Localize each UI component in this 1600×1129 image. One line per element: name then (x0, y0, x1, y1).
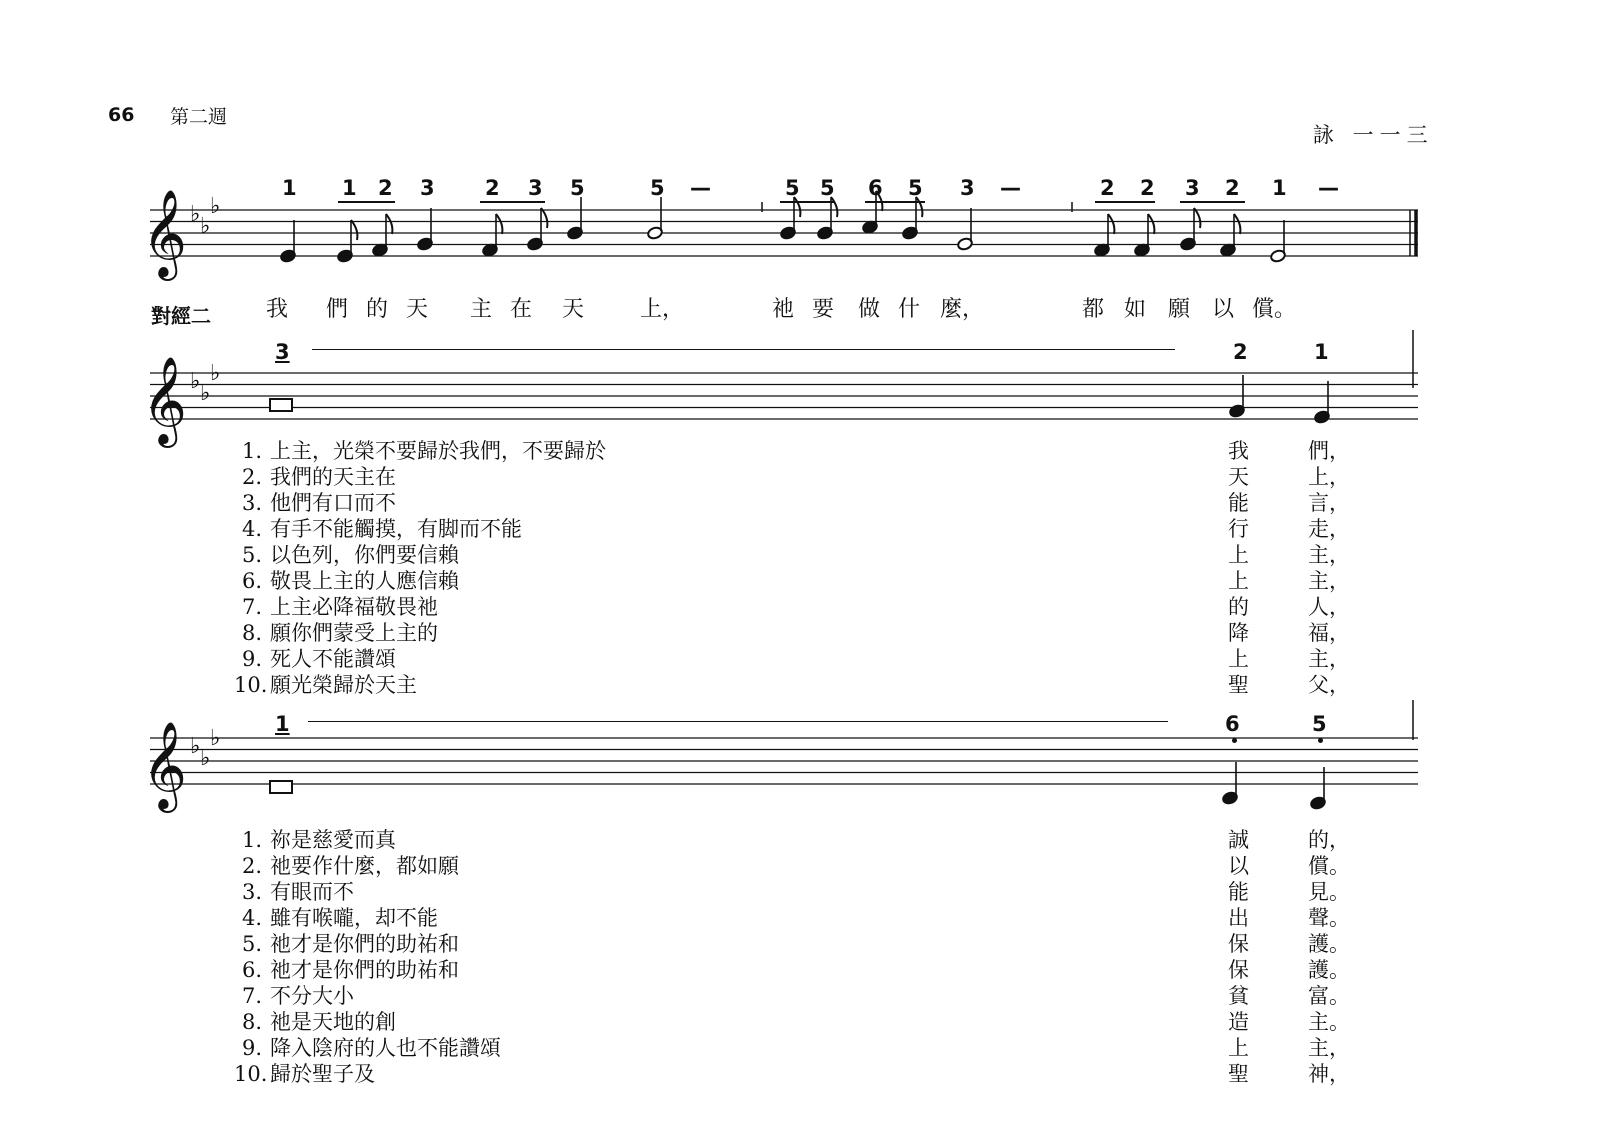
notation-number: 1 (1272, 176, 1287, 200)
verse-line (234, 516, 1600, 542)
note-flag (351, 220, 357, 240)
verse-line (234, 568, 1600, 594)
verse-line (234, 879, 1600, 905)
lyric-syllable: 上， (640, 297, 685, 322)
beam-underline (1180, 201, 1245, 203)
notation-number: 3 (420, 176, 435, 200)
verse-text: 上主，光榮不要歸於我們，不要歸於 (270, 439, 606, 463)
lyric-syllable: 以 (1212, 297, 1235, 322)
verse-block-second-half (234, 827, 1600, 1087)
verse-cadence-syllable-1: 能 (1228, 880, 1249, 904)
treble-clef-icon-2: 𝄞 (142, 355, 187, 444)
verse-line (234, 490, 1600, 516)
lyric-syllable: 我 (266, 297, 289, 322)
verse-text: 祂才是你們的助祐和 (270, 932, 459, 956)
notation-number: 2 (1140, 176, 1155, 200)
verse-block-first-half (234, 438, 1600, 698)
verse-number: 3. (241, 880, 262, 904)
beam-underline (1095, 201, 1155, 203)
verse-cadence-syllable-1: 天 (1228, 465, 1249, 489)
verse-cadence-syllable-1: 貧 (1228, 984, 1249, 1008)
verse-text: 願光榮歸於天主 (270, 673, 417, 697)
notation-number: — (1318, 176, 1339, 200)
verse-text: 有手不能觸摸，有脚而不能 (270, 517, 522, 541)
verse-line (234, 672, 1600, 698)
note-flag (794, 197, 800, 217)
note-flag (916, 197, 922, 217)
verse-text: 他們有口而不 (270, 491, 396, 515)
note-flag (1234, 214, 1240, 234)
page-number: 66 (108, 104, 135, 126)
verse-cadence-syllable-1: 以 (1228, 854, 1249, 878)
verse-cadence-syllable-2: 主。 (1308, 1010, 1350, 1034)
lyric-syllable: 天 (562, 297, 585, 322)
verse-cadence-syllable-1: 上 (1228, 543, 1249, 567)
notation-number: — (1000, 176, 1021, 200)
verse-number: 5. (241, 543, 262, 567)
beam-underline (338, 201, 395, 203)
verse-number: 7. (241, 984, 262, 1008)
verse-cadence-syllable-2: 見。 (1308, 880, 1350, 904)
verse-cadence-syllable-2: 富。 (1308, 984, 1350, 1008)
notation-number: 3 (960, 176, 975, 200)
notation-number: 6 (868, 176, 883, 200)
verse-line (234, 542, 1600, 568)
verse-line (234, 1009, 1600, 1035)
verse-cadence-syllable-1: 聖 (1228, 1062, 1249, 1086)
verse-number: 7. (241, 595, 262, 619)
treble-clef-icon-3: 𝄞 (142, 720, 187, 809)
verse-cadence-syllable-2: 言， (1308, 491, 1350, 515)
verse-line (234, 983, 1600, 1009)
notation-number: 5 (650, 176, 665, 200)
beam-underline (865, 201, 925, 203)
verse-cadence-syllable-1: 聖 (1228, 673, 1249, 697)
verse-cadence-syllable-1: 保 (1228, 932, 1249, 956)
lyric-syllable: 要 (812, 297, 835, 322)
verse-line (234, 646, 1600, 672)
tone-line1-cadence-2: 1 (1314, 340, 1329, 364)
verse-cadence-syllable-2: 上， (1308, 465, 1350, 489)
verse-cadence-syllable-1: 誠 (1228, 828, 1249, 852)
verse-number: 8. (241, 1010, 262, 1034)
verse-text: 不分大小 (270, 984, 354, 1008)
verse-cadence-syllable-1: 能 (1228, 491, 1249, 515)
verse-cadence-syllable-1: 的 (1228, 595, 1249, 619)
verse-cadence-syllable-1: 造 (1228, 1010, 1249, 1034)
verse-number: 4. (241, 906, 262, 930)
lyric-syllable: 如 (1124, 297, 1147, 322)
verse-cadence-syllable-2: 償。 (1308, 854, 1350, 878)
verse-line (234, 827, 1600, 853)
verse-cadence-syllable-2: 福， (1308, 621, 1350, 645)
note-flag (541, 208, 547, 228)
low-octave-dot (1232, 738, 1237, 743)
notation-number: 3 (1185, 176, 1200, 200)
verse-cadence-syllable-2: 主， (1308, 647, 1350, 671)
verse-cadence-syllable-2: 護。 (1308, 932, 1350, 956)
beam-underline (480, 201, 545, 203)
tone-line2-cadence-1: 6 (1225, 712, 1240, 736)
verse-text: 以色列，你們要信賴 (270, 543, 459, 567)
notation-number: 2 (1100, 176, 1115, 200)
verse-text: 祢是慈愛而真 (270, 828, 396, 852)
verse-line (234, 620, 1600, 646)
notation-number: 2 (485, 176, 500, 200)
note-flag (496, 214, 502, 234)
verse-number: 4. (241, 517, 262, 541)
notation-number: 2 (378, 176, 393, 200)
verse-text: 歸於聖子及 (270, 1062, 375, 1086)
lyric-syllable: 什 (898, 297, 921, 322)
note-flag (831, 197, 837, 217)
verse-cadence-syllable-1: 上 (1228, 569, 1249, 593)
verse-cadence-syllable-2: 們， (1308, 439, 1350, 463)
verse-text: 上主必降福敬畏祂 (270, 595, 438, 619)
verse-line (234, 853, 1600, 879)
note-flag (1148, 214, 1154, 234)
flat-icon: ♭ (190, 369, 201, 394)
verse-cadence-syllable-2: 主， (1308, 543, 1350, 567)
verse-line (234, 957, 1600, 983)
verse-number: 5. (241, 932, 262, 956)
psalm-reference: 詠 一一三 (1313, 123, 1434, 147)
verse-line (234, 438, 1600, 464)
flat-icon: ♭ (190, 734, 201, 759)
antiphon-label: 對經二 (151, 304, 211, 328)
verse-text: 願你們蒙受上主的 (270, 621, 438, 645)
verse-cadence-syllable-1: 上 (1228, 1036, 1249, 1060)
lyric-syllable: 都 (1082, 297, 1105, 322)
verse-cadence-syllable-1: 行 (1228, 517, 1249, 541)
breve-note (270, 781, 292, 793)
beam-underline (780, 201, 835, 203)
verse-text: 祂要作什麼，都如願 (270, 854, 459, 878)
verse-number: 1. (241, 439, 262, 463)
verse-cadence-syllable-2: 聲。 (1308, 906, 1350, 930)
notation-number: 2 (1225, 176, 1240, 200)
verse-cadence-syllable-2: 父， (1308, 673, 1350, 697)
verse-number: 10. (234, 1062, 268, 1086)
verse-cadence-syllable-2: 神， (1308, 1062, 1350, 1086)
lyric-syllable: 願 (1168, 297, 1191, 322)
verse-number: 9. (241, 647, 262, 671)
note-flag (386, 214, 392, 234)
verse-number: 2. (241, 854, 262, 878)
verse-line (234, 464, 1600, 490)
lyric-syllable: 麼， (940, 297, 985, 322)
verse-number: 6. (241, 958, 262, 982)
verse-cadence-syllable-1: 上 (1228, 647, 1249, 671)
lyric-syllable: 做 (858, 297, 881, 322)
verse-line (234, 1061, 1600, 1087)
note-flag (1108, 214, 1114, 234)
verse-number: 3. (241, 491, 262, 515)
treble-clef-icon-1: 𝄞 (142, 188, 187, 277)
flat-icon: ♭ (200, 746, 211, 771)
reciting-line (312, 349, 1175, 350)
tone-line2-cadence-2: 5 (1312, 712, 1327, 736)
flat-icon: ♭ (200, 381, 211, 406)
verse-text: 有眼而不 (270, 880, 354, 904)
verse-line (234, 905, 1600, 931)
notation-number: — (690, 176, 711, 200)
verse-cadence-syllable-2: 走， (1308, 517, 1350, 541)
verse-number: 8. (241, 621, 262, 645)
verse-number: 1. (241, 828, 262, 852)
flat-icon: ♭ (210, 361, 221, 386)
tone-line1-reciting-number: 3 (275, 340, 290, 364)
verse-number: 9. (241, 1036, 262, 1060)
breve-note (270, 399, 292, 411)
verse-line (234, 931, 1600, 957)
reciting-line (308, 721, 1168, 722)
verse-number: 10. (234, 673, 268, 697)
notation-number: 3 (528, 176, 543, 200)
tone-line2-reciting-number: 1 (275, 712, 290, 736)
notation-number: 5 (570, 176, 585, 200)
lyric-syllable: 們 (326, 297, 349, 322)
verse-cadence-syllable-1: 降 (1228, 621, 1249, 645)
verse-cadence-syllable-2: 的， (1308, 828, 1350, 852)
verse-text: 敬畏上主的人應信賴 (270, 569, 459, 593)
verse-text: 死人不能讚頌 (270, 647, 396, 671)
lyric-syllable: 在 (510, 297, 533, 322)
tone-line1-cadence-1: 2 (1233, 340, 1248, 364)
verse-cadence-syllable-2: 人， (1308, 595, 1350, 619)
verse-line (234, 1035, 1600, 1061)
verse-cadence-syllable-1: 我 (1228, 439, 1249, 463)
verse-cadence-syllable-2: 主， (1308, 569, 1350, 593)
lyric-syllable: 主 (470, 297, 493, 322)
lyric-syllable: 天 (406, 297, 429, 322)
lyric-syllable: 償。 (1252, 297, 1297, 322)
flat-icon: ♭ (210, 726, 221, 751)
verse-text: 降入陰府的人也不能讚頌 (270, 1036, 501, 1060)
flat-icon: ♭ (210, 194, 221, 219)
verse-line (234, 594, 1600, 620)
notation-number: 5 (908, 176, 923, 200)
note-flag (1194, 208, 1200, 228)
low-octave-dot (1318, 738, 1323, 743)
lyric-syllable: 的 (366, 297, 389, 322)
notation-number: 5 (785, 176, 800, 200)
verse-text: 我們的天主在 (270, 465, 396, 489)
verse-cadence-syllable-1: 保 (1228, 958, 1249, 982)
notation-number: 5 (820, 176, 835, 200)
verse-text: 祂才是你們的助祐和 (270, 958, 459, 982)
notation-number: 1 (342, 176, 357, 200)
week-label: 第二週 (170, 106, 228, 128)
lyric-syllable: 祂 (772, 297, 795, 322)
verse-number: 2. (241, 465, 262, 489)
flat-icon: ♭ (190, 202, 201, 227)
verse-cadence-syllable-2: 護。 (1308, 958, 1350, 982)
flat-icon: ♭ (200, 214, 211, 239)
verse-cadence-syllable-2: 主， (1308, 1036, 1350, 1060)
verse-cadence-syllable-1: 出 (1228, 906, 1249, 930)
verse-number: 6. (241, 569, 262, 593)
notation-number: 1 (282, 176, 297, 200)
verse-text: 雖有喉嚨，却不能 (270, 906, 438, 930)
verse-text: 祂是天地的創 (270, 1010, 396, 1034)
